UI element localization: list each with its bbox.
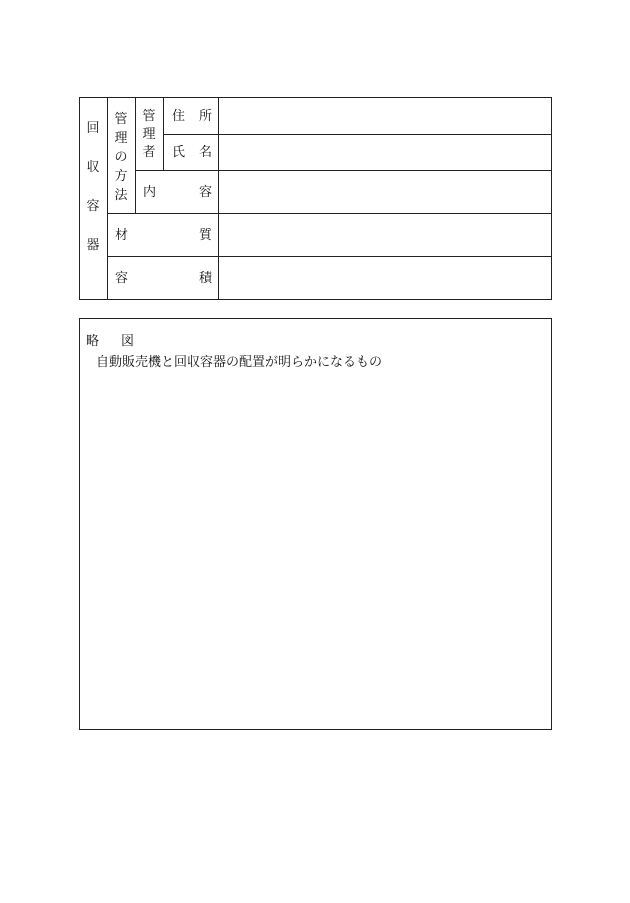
- vertical-char: 方: [114, 169, 128, 184]
- spread-char: 略: [86, 334, 100, 349]
- label-manager: [142, 110, 156, 159]
- spread-char: 氏: [172, 145, 186, 160]
- vertical-char: 者: [142, 145, 156, 160]
- vertical-char: 理: [142, 127, 156, 142]
- label-name: [172, 146, 212, 159]
- label-collection-container-chars: [86, 122, 100, 252]
- vertical-char: 回: [86, 121, 100, 136]
- spread-char: 名: [198, 145, 212, 160]
- sketch-heading: [86, 335, 134, 348]
- spread-char: 容: [115, 271, 129, 286]
- vertical-char: 容: [86, 199, 100, 214]
- label-address: [172, 110, 212, 123]
- vertical-char: 器: [86, 238, 100, 253]
- spread-char: 住: [172, 109, 186, 124]
- sketch-note: 自動販売機と回収容器の配置が明らかになるもの: [96, 355, 383, 370]
- spread-char: 容: [198, 185, 212, 200]
- table-row-divider-3: [107, 213, 552, 214]
- table-row-divider-4: [107, 256, 552, 257]
- table-row-divider-2: [135, 170, 552, 171]
- vertical-char: 収: [86, 160, 100, 175]
- label-content: [143, 186, 212, 199]
- vertical-char: 理: [114, 131, 128, 146]
- spread-char: 図: [120, 334, 134, 349]
- table-divider-col2: [135, 97, 136, 213]
- spread-char: 所: [198, 109, 212, 124]
- table-divider-label-value: [218, 97, 219, 300]
- vertical-char: 法: [114, 188, 128, 203]
- spread-char: 積: [198, 271, 212, 286]
- vertical-char: 管: [142, 109, 156, 124]
- vertical-char: 管: [114, 112, 128, 127]
- table-row-divider-1: [163, 134, 552, 135]
- spread-char: 質: [198, 228, 212, 243]
- label-material: [115, 229, 212, 242]
- label-volume: [115, 272, 212, 285]
- label-management-method: [114, 113, 128, 202]
- spread-char: 内: [143, 185, 157, 200]
- table-divider-col1: [107, 97, 108, 300]
- container-info-table: [0, 0, 630, 310]
- sketch-box: [79, 318, 552, 730]
- spread-char: 材: [115, 228, 129, 243]
- vertical-char: の: [114, 150, 128, 165]
